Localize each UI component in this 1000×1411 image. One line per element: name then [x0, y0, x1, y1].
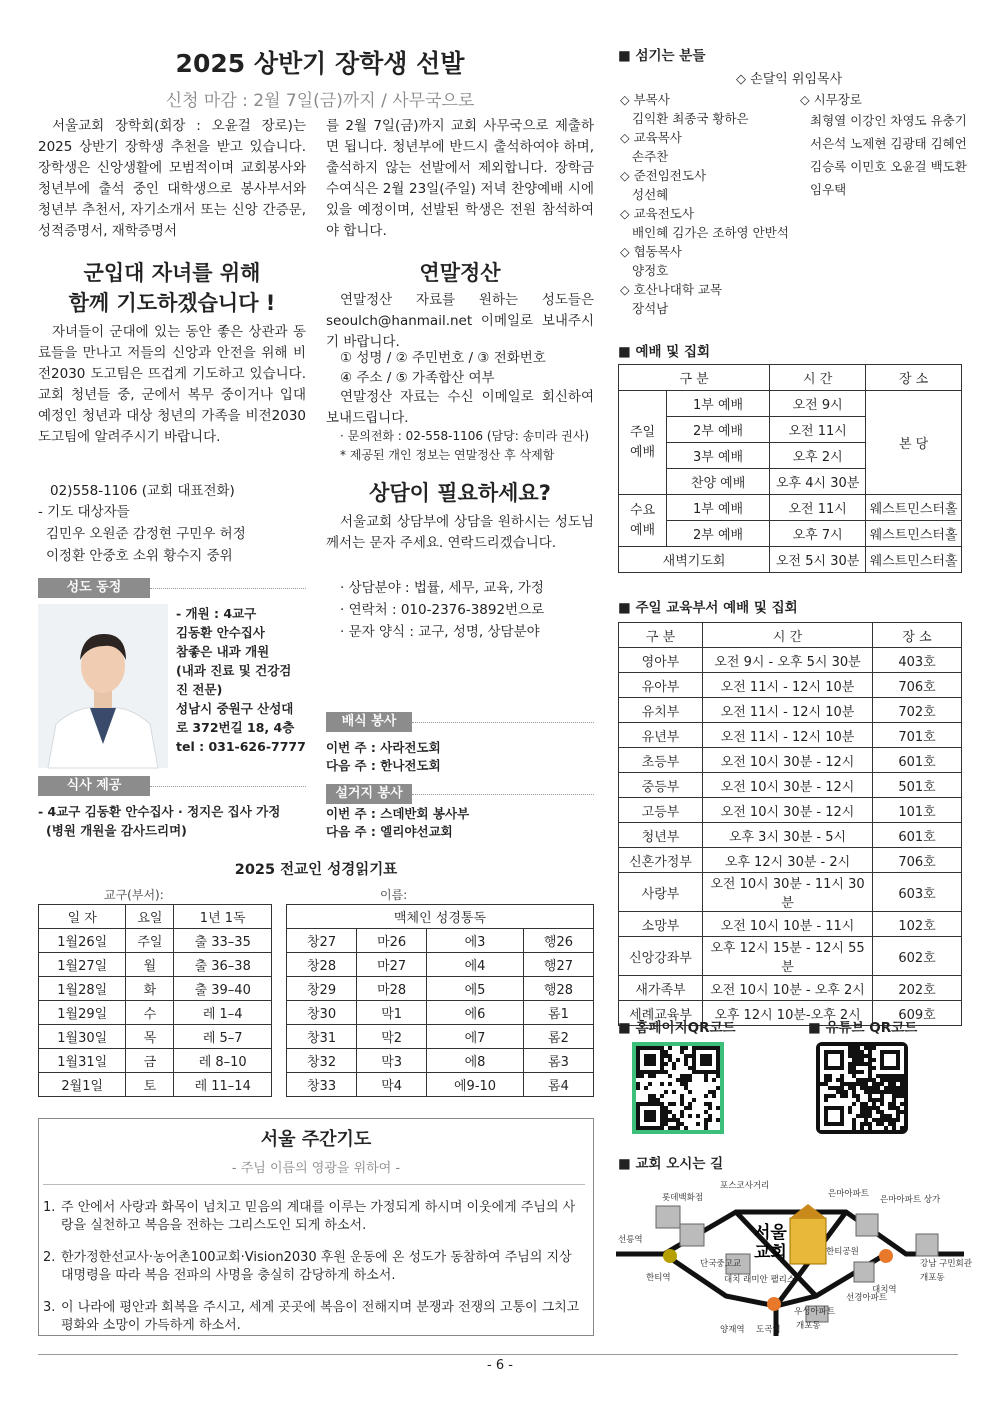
district-label: 교구(부서):	[104, 888, 164, 902]
table-row	[39, 1001, 272, 1025]
table-cell: 오전 10시 30분 - 12시	[703, 798, 873, 823]
subway-badge-line3	[767, 1297, 781, 1311]
table-row	[287, 1073, 594, 1097]
table-row	[619, 723, 962, 748]
homepage-qr-code[interactable]	[632, 1042, 724, 1134]
news-tag: 성도 동정	[38, 578, 150, 598]
table-cell: 202호	[873, 976, 962, 1001]
education-table	[618, 622, 962, 1026]
service-time: 오후 7시	[770, 521, 866, 547]
yearend-item-1: ① 성명 / ② 주민번호 / ③ 전화번호	[340, 350, 546, 366]
table-row	[619, 823, 962, 848]
scholarship-title: 2025 상반기 장학생 선발	[175, 49, 465, 78]
yearend-contact: · 문의전화 : 02-558-1106 (담당: 송미라 권사)	[340, 429, 590, 443]
news-divider	[150, 588, 306, 589]
weekly-prayer-subtitle: - 주님 이름의 영광을 위하여 -	[231, 1161, 401, 1176]
military-body: 자녀들이 군대에 있는 동안 좋은 상관과 동료들을 만나고 저들의 신앙과 안전을 위해 비전2030 도고팀은 뜨겁게 기도하고 있습니다. 교회 청년들 중, 군에서 복무 중이거나 입대 예정인 청년과 대상 청년의 가족을 비전2030 도고팀에 알려주시기 바랍니다.	[38, 324, 306, 445]
prayer-num: 2.	[43, 1250, 56, 1265]
news-line: (내과 진료 및 건강검	[176, 663, 292, 678]
table-cell: 막1	[357, 1001, 427, 1025]
prayer-item	[43, 1299, 583, 1335]
service-place: 웨스트민스터홀	[866, 521, 962, 547]
map-label: 개포동	[796, 1321, 821, 1331]
table-row	[39, 1073, 272, 1097]
elder-names: 김승록 이민호 오윤걸 백도환	[810, 159, 967, 174]
table-cell: 신혼가정부	[619, 848, 703, 873]
scholarship-deadline: 신청 마감 : 2월 7일(금)까지 / 사무국으로	[165, 91, 475, 111]
map-label: 은마아파트 상가	[880, 1195, 941, 1205]
map-label: 포스코사거리	[720, 1181, 770, 1191]
table-row	[287, 1025, 594, 1049]
service-time: 오전 11시	[770, 495, 866, 521]
table-cell: 막4	[357, 1073, 427, 1097]
prayer-text: 이 나라에 평안과 회복을 주시고, 세계 곳곳에 복음이 전해지며 분쟁과 전쟁의 고통이 그치고 평화와 소망이 가득하게 하소서.	[61, 1300, 580, 1333]
table-cell: 세례교육부	[619, 1001, 703, 1026]
service-name: 새벽기도회	[619, 547, 770, 573]
service-name: 3부 예배	[667, 443, 770, 469]
dish-divider	[412, 794, 594, 795]
education-header: 장 소	[873, 623, 962, 648]
worship-table	[618, 364, 962, 573]
minister-role: ◇ 호산나대학 교목	[620, 282, 723, 297]
minister-names: 양정호	[632, 263, 669, 278]
minister-role: ◇ 협동목사	[620, 244, 682, 259]
service-name: 2부 예배	[667, 521, 770, 547]
worship-header: 장 소	[866, 365, 962, 391]
table-row	[619, 937, 962, 976]
table-cell: 오전 10시 30분 - 12시	[703, 748, 873, 773]
table-cell: 에6	[427, 1001, 524, 1025]
table-row	[619, 748, 962, 773]
minister-names: 장석남	[632, 301, 669, 316]
map-label: 도곡역	[756, 1325, 781, 1335]
church-building	[790, 1218, 826, 1264]
ministers-heading: ■ 섬기는 분들	[618, 44, 705, 64]
education-header: 시 간	[703, 623, 873, 648]
table-cell: 1월28일	[39, 977, 126, 1001]
serving-tag: 배식 봉사	[326, 712, 412, 732]
table-cell: 오전 10시 30분 - 11시 30분	[703, 873, 873, 912]
bible-mccheyne-table	[286, 904, 594, 1097]
table-cell: 오전 10시 30분 - 12시	[703, 773, 873, 798]
table-cell: 701호	[873, 723, 962, 748]
header-day: 요일	[126, 905, 174, 929]
table-cell: 행27	[523, 953, 593, 977]
table-cell: 수	[126, 1001, 174, 1025]
worship-header: 구 분	[619, 365, 770, 391]
table-cell: 마26	[357, 929, 427, 953]
table-row	[619, 698, 962, 723]
serving-next: 다음 주 : 한나전도회	[326, 758, 441, 773]
footer-divider	[38, 1354, 958, 1355]
minister-names: 배인혜 김가은 조하영 안반석	[632, 225, 789, 240]
table-cell: 주일	[126, 929, 174, 953]
table-cell: 오후 12시 10분-오후 2시	[703, 1001, 873, 1026]
table-cell: 오전 11시 - 12시 10분	[703, 673, 873, 698]
table-cell: 오후 3시 30분 - 5시	[703, 823, 873, 848]
news-lines	[176, 604, 310, 756]
counsel-title: 상담이 필요하세요?	[369, 481, 551, 505]
table-row	[619, 648, 962, 673]
service-time: 오후 4시 30분	[770, 469, 866, 495]
service-place: 웨스트민스터홀	[866, 495, 962, 521]
table-cell: 403호	[873, 648, 962, 673]
military-title-1: 군입대 자녀를 위해	[83, 261, 261, 285]
prayer-num: 1.	[43, 1200, 56, 1215]
table-cell: 601호	[873, 748, 962, 773]
table-cell: 101호	[873, 798, 962, 823]
service-name: 찬양 예배	[667, 469, 770, 495]
table-cell: 오전 11시 - 12시 10분	[703, 723, 873, 748]
table-cell: 오전 10시 10분 - 오후 2시	[703, 976, 873, 1001]
table-cell: 에8	[427, 1049, 524, 1073]
elder-role: ◇ 시무장로	[800, 92, 862, 107]
table-row	[287, 953, 594, 977]
table-cell: 롬1	[523, 1001, 593, 1025]
table-cell: 사랑부	[619, 873, 703, 912]
youtube-qr-label: ■ 유튜브 QR코드	[808, 1016, 917, 1036]
yearend-item-2: ④ 주소 / ⑤ 가족합산 여부	[340, 370, 495, 386]
map-label: 강남 구민회관	[920, 1259, 972, 1269]
table-cell: 레 8–10	[174, 1049, 272, 1073]
service-place: 웨스트민스터홀	[866, 547, 962, 573]
table-cell: 롬3	[523, 1049, 593, 1073]
table-cell: 창31	[287, 1025, 357, 1049]
counsel-body: 서울교회 상담부에 상담을 원하시는 성도님께서는 문자 주세요. 연락드리겠습니다.	[326, 514, 594, 551]
scholarship-body-1: 서울교회 장학회(회장 : 오윤걸 장로)는 2025 상반기 장학생 추천을 받고 있습니다. 장학생은 신앙생활에 모범적이며 교회봉사와 청년부에 출석 중인 대학생으로 봉사부서와 청년부 추천서, 자기소개서 또는 신앙 간증문, 성적증명서, 재학증명서	[38, 118, 306, 239]
service-time: 오전 11시	[770, 417, 866, 443]
table-cell: 유치부	[619, 698, 703, 723]
news-line: 성남시 중원구 산성대	[176, 701, 294, 716]
education-rows	[619, 648, 962, 1026]
service-name: 1부 예배	[667, 495, 770, 521]
map-heading: ■ 교회 오시는 길	[618, 1152, 723, 1172]
news-line: 로 372번길 18, 4층	[176, 720, 295, 735]
table-cell: 에4	[427, 953, 524, 977]
prayer-item	[43, 1249, 583, 1285]
table-cell: 새가족부	[619, 976, 703, 1001]
serving-this: 이번 주 : 사라전도회	[326, 740, 441, 755]
minister-names: 손주찬	[632, 149, 669, 164]
map-label: 한티공원	[826, 1247, 859, 1257]
header-date: 일 자	[39, 905, 126, 929]
table-cell: 609호	[873, 1001, 962, 1026]
minister-names: 성선혜	[632, 187, 669, 202]
table-cell: 오후 12시 30분 - 2시	[703, 848, 873, 873]
yearend-note: * 제공된 개인 정보는 연말정산 후 삭제함	[340, 448, 555, 462]
meal-tag: 식사 제공	[38, 776, 150, 796]
prayer-label: - 기도 대상자들	[38, 504, 130, 520]
table-cell: 창29	[287, 977, 357, 1001]
table-row	[39, 1025, 272, 1049]
bible-mccheyne-rows	[287, 929, 594, 1097]
table-cell: 영아부	[619, 648, 703, 673]
name-label: 이름:	[380, 888, 408, 902]
minister-role: ◇ 교육목사	[620, 130, 682, 145]
table-cell: 1월30일	[39, 1025, 126, 1049]
minister-names: 김익환 최종국 황하은	[632, 111, 749, 126]
prayer-text: 주 안에서 사랑과 화목이 넘치고 믿음의 계대를 이루는 가정되게 하시며 이웃에게 주님의 사랑을 실천하고 복음을 전하는 그리스도인 되게 하소서.	[61, 1200, 576, 1233]
yearend-body-2: 연말정산 자료는 수신 이메일로 회신하여 보내드립니다.	[326, 389, 594, 426]
table-cell: 603호	[873, 873, 962, 912]
education-header: 구 분	[619, 623, 703, 648]
map-label: 선경아파트	[846, 1293, 888, 1303]
minister-role: ◇ 부목사	[620, 92, 670, 107]
elder-names: 임우택	[810, 182, 847, 197]
table-row	[619, 976, 962, 1001]
dish-this: 이번 주 : 스데반회 봉사부	[326, 806, 470, 821]
table-cell: 오전 10시 10분 - 11시	[703, 912, 873, 937]
table-cell: 목	[126, 1025, 174, 1049]
table-cell: 501호	[873, 773, 962, 798]
table-cell: 1월29일	[39, 1001, 126, 1025]
serving-divider	[412, 722, 594, 723]
table-cell: 출 39–40	[174, 977, 272, 1001]
bible-yearly-table	[38, 904, 272, 1097]
table-cell: 금	[126, 1049, 174, 1073]
meal-line-1: - 4교구 김동환 안수집사 · 정지은 집사 가정	[38, 804, 281, 819]
table-row	[619, 798, 962, 823]
doctor-photo	[38, 604, 168, 768]
sunday-place: 본 당	[866, 391, 962, 495]
worship-heading: ■ 예배 및 집회	[618, 340, 710, 360]
table-cell: 레 5–7	[174, 1025, 272, 1049]
table-row	[39, 1049, 272, 1073]
table-cell: 중등부	[619, 773, 703, 798]
table-cell: 오후 12시 15분 - 12시 55분	[703, 937, 873, 976]
table-cell: 창30	[287, 1001, 357, 1025]
table-cell: 2월1일	[39, 1073, 126, 1097]
dish-next: 다음 주 : 엘리야선교회	[326, 824, 453, 839]
table-cell: 오전 11시 - 12시 10분	[703, 698, 873, 723]
subway-badge-line3	[879, 1249, 893, 1263]
map-label: 한티역	[646, 1273, 671, 1283]
table-row	[619, 912, 962, 937]
service-name: 1부 예배	[667, 391, 770, 417]
table-cell: 청년부	[619, 823, 703, 848]
ministers-left	[620, 90, 800, 318]
table-row	[619, 873, 962, 912]
table-row	[39, 977, 272, 1001]
counsel-contact: · 연락처 : 010-2376-3892번으로	[340, 602, 545, 618]
table-cell: 롬4	[523, 1073, 593, 1097]
news-line: tel : 031-626-7777	[176, 739, 306, 754]
military-title-2: 함께 기도하겠습니다 !	[68, 291, 276, 315]
counsel-field: · 상담분야 : 법률, 세무, 교육, 가정	[340, 580, 544, 596]
table-cell: 신앙강좌부	[619, 937, 703, 976]
ministers-right	[800, 90, 970, 201]
minister-role: ◇ 교육전도사	[620, 206, 694, 221]
meal-divider	[150, 786, 306, 787]
table-cell: 에3	[427, 929, 524, 953]
table-cell: 102호	[873, 912, 962, 937]
news-line: 김동환 안수집사	[176, 625, 265, 640]
header-yearly: 1년 1독	[174, 905, 272, 929]
service-time: 오후 2시	[770, 443, 866, 469]
table-cell: 막3	[357, 1049, 427, 1073]
table-cell: 레 11–14	[174, 1073, 272, 1097]
bible-yearly-rows	[39, 929, 272, 1097]
subway-badge-bundang	[663, 1249, 677, 1263]
table-row	[39, 929, 272, 953]
table-row	[619, 848, 962, 873]
map-label: 개포동	[920, 1273, 945, 1283]
counsel-format: · 문자 양식 : 교구, 성명, 상담분야	[340, 624, 540, 640]
table-cell: 706호	[873, 673, 962, 698]
dish-tag: 설거지 봉사	[326, 784, 412, 804]
table-cell: 월	[126, 953, 174, 977]
table-cell: 초등부	[619, 748, 703, 773]
table-cell: 창28	[287, 953, 357, 977]
table-cell: 1월26일	[39, 929, 126, 953]
news-line: - 개원 : 4교구	[176, 606, 257, 621]
prayer-item	[43, 1199, 583, 1235]
table-cell: 화	[126, 977, 174, 1001]
table-cell: 에5	[427, 977, 524, 1001]
table-cell: 출 33–35	[174, 929, 272, 953]
map-label: 단국중고교	[700, 1259, 742, 1269]
meal-line-2: (병원 개원을 감사드리며)	[46, 823, 187, 838]
church-map	[616, 1176, 972, 1336]
table-row	[39, 953, 272, 977]
weekly-prayer-title: 서울 주간기도	[260, 1129, 372, 1150]
map-label: 대치 래미안 팰리스	[724, 1275, 796, 1285]
table-cell: 602호	[873, 937, 962, 976]
table-cell: 에7	[427, 1025, 524, 1049]
elder-names: 서은석 노제현 김광태 김혜언	[810, 136, 967, 151]
table-cell: 1월27일	[39, 953, 126, 977]
prayer-names-2: 이정환 안중호 소위 황수지 중위	[46, 548, 233, 564]
senior-pastor: ◇ 손달익 위임목사	[736, 72, 843, 87]
table-cell: 706호	[873, 848, 962, 873]
page-number: - 6 -	[487, 1358, 513, 1373]
news-line: 참좋은 내과 개원	[176, 644, 270, 659]
wednesday-label: 수요 예배	[619, 495, 667, 547]
table-row	[287, 929, 594, 953]
table-cell: 행26	[523, 929, 593, 953]
table-cell: 창27	[287, 929, 357, 953]
table-row	[619, 673, 962, 698]
youtube-qr-code[interactable]	[816, 1042, 908, 1134]
table-cell: 에9-10	[427, 1073, 524, 1097]
table-cell: 마28	[357, 977, 427, 1001]
table-cell: 유아부	[619, 673, 703, 698]
table-cell: 출 36–38	[174, 953, 272, 977]
map-label: 양재역	[720, 1325, 745, 1335]
table-row	[287, 1001, 594, 1025]
prayer-names-1: 김민우 오원준 감정현 구민우 허정	[46, 526, 246, 542]
military-phone: 02)558-1106 (교회 대표전화)	[50, 483, 235, 499]
table-cell: 유년부	[619, 723, 703, 748]
prayer-text: 한가정한선교사·농어촌100교회·Vision2030 후원 운동에 온 성도가 동참하여 주님의 지상 대명령을 따라 복음 전파의 사명을 충실히 감당하게 하소서.	[61, 1250, 572, 1283]
minister-role: ◇ 준전임전도사	[620, 168, 707, 183]
elder-names: 최형열 이강인 차영도 유충기	[810, 113, 967, 128]
map-label: 대치역	[872, 1285, 897, 1295]
map-label: 우성아파트	[794, 1307, 836, 1317]
map-label: 롯데백화점	[662, 1193, 704, 1203]
map-label: 선릉역	[618, 1235, 643, 1245]
table-row	[619, 773, 962, 798]
education-heading: ■ 주일 교육부서 예배 및 집회	[618, 596, 798, 616]
table-cell: 702호	[873, 698, 962, 723]
table-cell: 오전 9시 - 오후 5시 30분	[703, 648, 873, 673]
yearend-body-1: 연말정산 자료를 원하는 성도들은 seoulch@hanmail.net 이메일로 보내주시기 바랍니다.	[326, 292, 594, 350]
table-cell: 마27	[357, 953, 427, 977]
bible-title: 2025 전교인 성경읽기표	[234, 862, 398, 878]
weekly-prayer-box	[38, 1118, 594, 1336]
table-cell: 토	[126, 1073, 174, 1097]
yearend-title: 연말정산	[419, 261, 501, 285]
table-cell: 소망부	[619, 912, 703, 937]
header-mccheyne: 맥체인 성경통독	[287, 905, 594, 929]
scholarship-body-2: 를 2월 7일(금)까지 교회 사무국으로 제출하면 됩니다. 청년부에 반드시 출석하여야 하며, 출석하지 않는 선발에서 제외합니다. 장학금 수여식은 2월 23일(주일) 저녁 찬양예배 시에 있을 예정이며, 선발된 학생은 전원 참석하여야 합니다.	[326, 118, 594, 239]
weekly-prayer-rule	[43, 1184, 585, 1185]
table-cell: 막2	[357, 1025, 427, 1049]
table-cell: 행28	[523, 977, 593, 1001]
sunday-label: 주일 예배	[619, 391, 667, 495]
worship-header: 시 간	[770, 365, 866, 391]
prayer-num: 3.	[43, 1300, 56, 1315]
table-cell: 롬2	[523, 1025, 593, 1049]
homepage-qr-label: ■ 홈페이지QR코드	[618, 1016, 736, 1036]
map-church-label: 서울 교회	[754, 1223, 787, 1263]
table-cell: 레 1–4	[174, 1001, 272, 1025]
service-time: 오전 5시 30분	[770, 547, 866, 573]
table-cell: 고등부	[619, 798, 703, 823]
table-row	[287, 977, 594, 1001]
service-name: 2부 예배	[667, 417, 770, 443]
table-cell: 창33	[287, 1073, 357, 1097]
table-cell: 창32	[287, 1049, 357, 1073]
service-time: 오전 9시	[770, 391, 866, 417]
news-line: 진 전문)	[176, 682, 223, 697]
table-cell: 601호	[873, 823, 962, 848]
table-cell: 1월31일	[39, 1049, 126, 1073]
map-label: 은마아파트	[828, 1189, 870, 1199]
table-row	[287, 1049, 594, 1073]
